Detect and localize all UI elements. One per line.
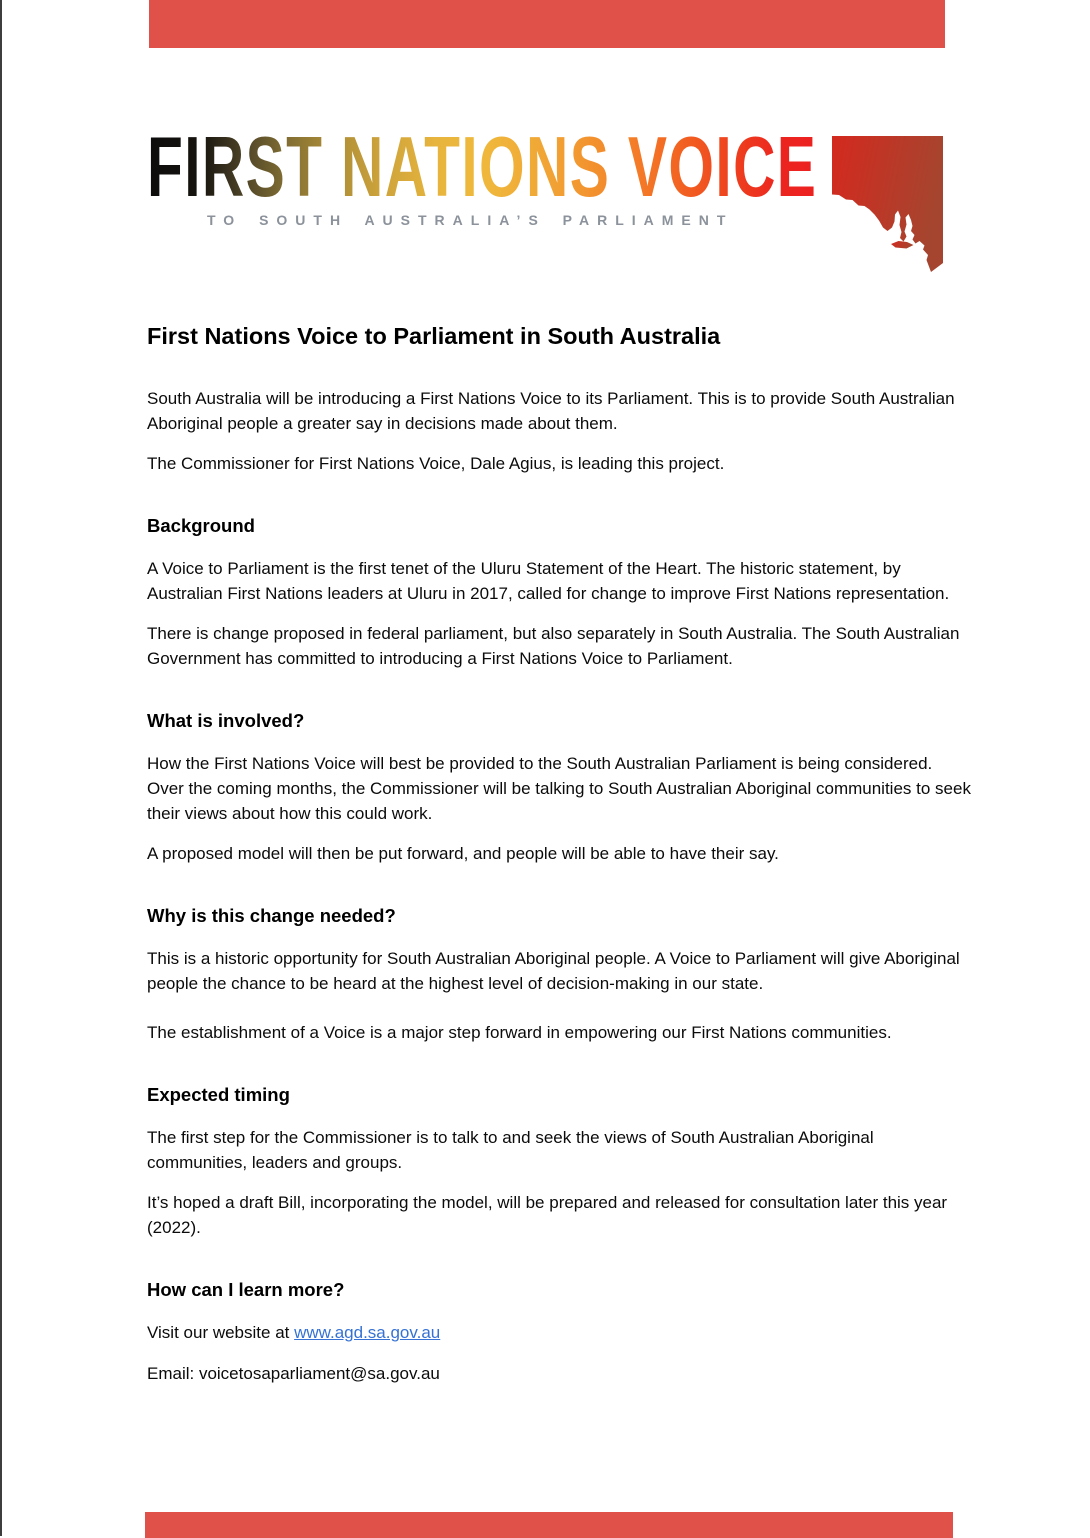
sections	[147, 515, 971, 1240]
logo-subtitle: TO SOUTH AUSTRALIA’S PARLIAMENT	[207, 212, 734, 228]
learn-more-section	[147, 1279, 971, 1386]
section-heading: Why is this change needed?	[147, 905, 396, 926]
paragraph: A Voice to Parliament is the first tenet of the Uluru Statement of the Heart. The historic statement, by Australian First Nations leaders at Uluru in 2017, called for change to improve First Nations representation.	[147, 559, 950, 603]
paragraph: The first step for the Commissioner is to talk to and seek the views of South Australian Aboriginal communities, leaders and groups.	[147, 1128, 874, 1172]
window-left-edge	[0, 0, 2, 1536]
paragraph: It’s hoped a draft Bill, incorporating the model, will be prepared and released for consultation later this year (2022).	[147, 1193, 948, 1237]
document-title: First Nations Voice to Parliament in South Australia	[147, 323, 721, 349]
paragraph: There is change proposed in federal parliament, but also separately in South Australia. The South Australian Government has committed to introducing a First Nations Voice to Parliament.	[147, 624, 960, 668]
top-accent-banner	[149, 0, 945, 48]
document-section	[147, 710, 971, 866]
section-heading: How can I learn more?	[147, 1279, 345, 1300]
paragraph: How the First Nations Voice will best be provided to the South Australian Parliament is being considered. Over the coming months, the Commissioner will be talking to South Australian Aboriginal communities to seek their views about how this could work.	[147, 754, 971, 823]
document-section	[147, 515, 971, 671]
paragraph: This is a historic opportunity for South Australian Aboriginal people. A Voice to Parliament will give Aboriginal people the chance to be heard at the highest level of decision-making in our state.	[147, 949, 960, 993]
bottom-accent-banner	[145, 1512, 953, 1538]
document-section	[147, 905, 971, 1045]
website-line	[147, 1320, 971, 1345]
section-heading: Background	[147, 515, 255, 536]
intro-paragraph: The Commissioner for First Nations Voice, Dale Agius, is leading this project.	[147, 454, 725, 473]
paragraph: The establishment of a Voice is a major step forward in empowering our First Nations communities.	[147, 1023, 892, 1042]
website-link[interactable]: www.agd.sa.gov.au	[294, 1323, 441, 1342]
email-line: Email: voicetosaparliament@sa.gov.au	[147, 1364, 440, 1383]
website-prefix: Visit our website at	[147, 1323, 295, 1342]
logo-wordmark: FIRST NATIONS VOICE	[147, 120, 818, 215]
document-body	[147, 322, 971, 1386]
section-heading: Expected timing	[147, 1084, 290, 1105]
document-section	[147, 1084, 971, 1240]
section-heading: What is involved?	[147, 710, 305, 731]
paragraph: A proposed model will then be put forward, and people will be able to have their say.	[147, 844, 779, 863]
south-australia-map-icon	[832, 136, 943, 272]
intro-paragraph: South Australia will be introducing a First Nations Voice to its Parliament. This is to provide South Australian Aboriginal people a greater say in decisions made about them.	[147, 389, 955, 433]
